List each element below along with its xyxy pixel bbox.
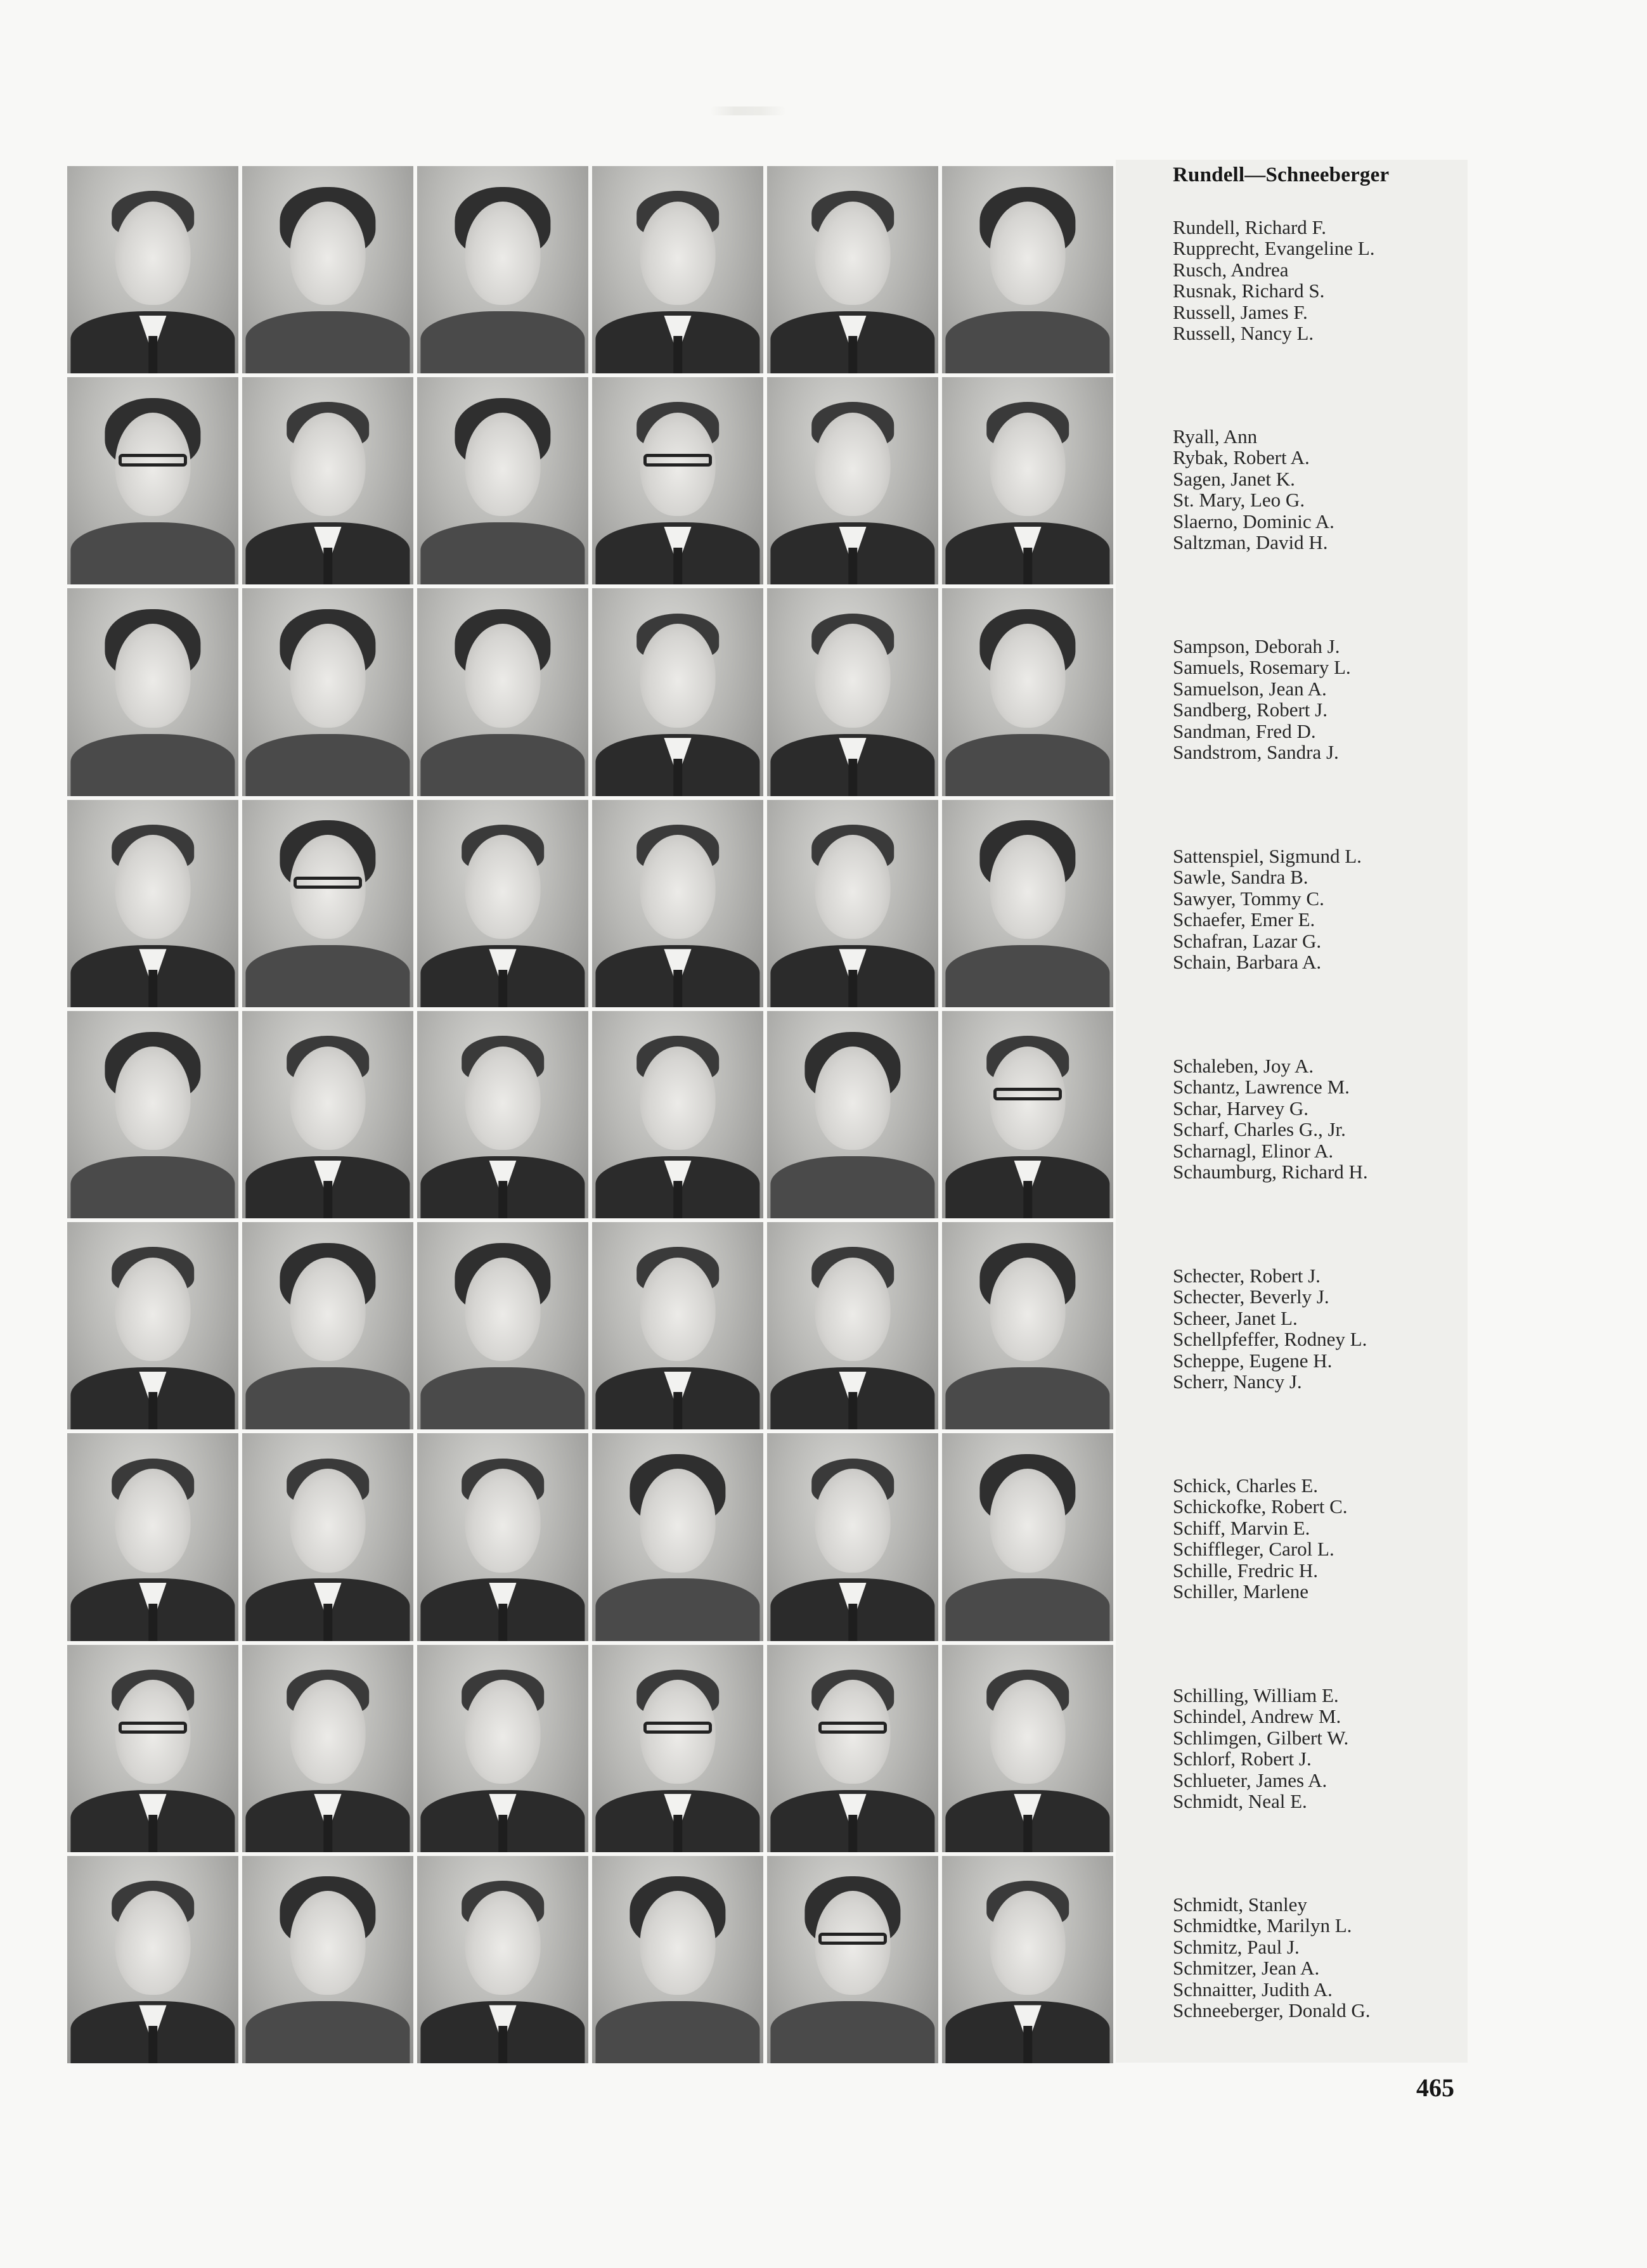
name-group	[1173, 1894, 1439, 2021]
portrait-photo	[417, 166, 588, 373]
portrait-photo	[242, 800, 413, 1007]
portrait-photo	[67, 377, 238, 584]
portrait-photo	[242, 1433, 413, 1640]
portrait-photo	[67, 1433, 238, 1640]
portrait-photo	[417, 588, 588, 796]
portrait-photo	[767, 1433, 938, 1640]
student-name: Schmitzer, Jean A.	[1173, 1957, 1320, 1980]
student-name: Schantz, Lawrence M.	[1173, 1076, 1350, 1099]
student-name: Schaefer, Emer E.	[1173, 908, 1315, 931]
student-name: Schilling, William E.	[1173, 1684, 1339, 1706]
portrait-photo	[67, 166, 238, 373]
name-group	[1173, 636, 1439, 763]
student-name: Schindel, Andrew M.	[1173, 1705, 1341, 1728]
portrait-photo	[767, 800, 938, 1007]
student-name: Schafran, Lazar G.	[1173, 929, 1322, 952]
portrait-photo	[592, 1433, 763, 1640]
student-name: Schneeberger, Donald G.	[1173, 1999, 1371, 2022]
student-name: Schnaitter, Judith A.	[1173, 1978, 1333, 2001]
page-number: 465	[1416, 2073, 1454, 2102]
portrait-photo	[592, 1645, 763, 1852]
student-name: Schaleben, Joy A.	[1173, 1055, 1314, 1077]
student-name: Schaumburg, Richard H.	[1173, 1161, 1368, 1183]
portrait-photo	[592, 377, 763, 584]
student-name: Saltzman, David H.	[1173, 531, 1328, 554]
portrait-photo	[942, 1645, 1113, 1852]
portrait-photo	[242, 588, 413, 796]
portrait-photo	[942, 588, 1113, 796]
name-group	[1173, 1685, 1439, 1812]
portrait-photo	[767, 377, 938, 584]
student-name: Sandman, Fred D.	[1173, 719, 1316, 742]
student-name: Samuelson, Jean A.	[1173, 677, 1327, 700]
portrait-photo	[417, 1011, 588, 1218]
portrait-photo	[767, 166, 938, 373]
portrait-photo	[592, 1011, 763, 1218]
student-name: Scharf, Charles G., Jr.	[1173, 1118, 1346, 1141]
portrait-photo	[592, 588, 763, 796]
portrait-photo	[417, 1645, 588, 1852]
portrait-photo	[592, 1222, 763, 1429]
portrait-photo	[67, 800, 238, 1007]
student-name: Schmidt, Neal E.	[1173, 1790, 1307, 1813]
student-name: Schlorf, Robert J.	[1173, 1748, 1312, 1770]
name-group	[1173, 217, 1439, 344]
student-name: Schiff, Marvin E.	[1173, 1516, 1310, 1539]
portrait-photo	[592, 166, 763, 373]
portrait-photo	[767, 1645, 938, 1852]
student-name: Schain, Barbara A.	[1173, 951, 1322, 974]
portrait-photo	[67, 588, 238, 796]
student-name: Schmidtke, Marilyn L.	[1173, 1914, 1352, 1937]
student-name: Scheppe, Eugene H.	[1173, 1349, 1333, 1372]
student-name: Schiffleger, Carol L.	[1173, 1538, 1334, 1561]
student-name: Scherr, Nancy J.	[1173, 1370, 1302, 1393]
name-group	[1173, 1475, 1439, 1602]
portrait-photo	[942, 1222, 1113, 1429]
portrait-photo	[942, 1011, 1113, 1218]
student-name: Schiller, Marlene	[1173, 1580, 1308, 1603]
student-name: Slaerno, Dominic A.	[1173, 510, 1334, 532]
student-name: Sagen, Janet K.	[1173, 467, 1295, 490]
portrait-photo	[417, 1433, 588, 1640]
student-name: Scheer, Janet L.	[1173, 1306, 1298, 1329]
student-name: Rybak, Robert A.	[1173, 446, 1310, 469]
student-name: Schlimgen, Gilbert W.	[1173, 1726, 1349, 1749]
student-name: Russell, James F.	[1173, 300, 1308, 323]
portrait-photo	[942, 1856, 1113, 2063]
name-group	[1173, 1055, 1439, 1182]
student-name: Sampson, Deborah J.	[1173, 635, 1340, 657]
portrait-photo	[417, 800, 588, 1007]
student-name: Schmidt, Stanley	[1173, 1893, 1307, 1916]
portrait-photo	[67, 1856, 238, 2063]
student-name: Schick, Charles E.	[1173, 1474, 1319, 1497]
portrait-photo	[942, 800, 1113, 1007]
student-name: Sattenspiel, Sigmund L.	[1173, 845, 1362, 867]
student-name: Schille, Fredric H.	[1173, 1559, 1319, 1582]
student-name: Schar, Harvey G.	[1173, 1097, 1308, 1119]
portrait-photo	[592, 800, 763, 1007]
faint-bleed-mark	[710, 106, 786, 115]
student-name: Rusnak, Richard S.	[1173, 280, 1325, 302]
portrait-photo	[67, 1645, 238, 1852]
portrait-photo	[67, 1222, 238, 1429]
student-name: Scharnagl, Elinor A.	[1173, 1139, 1334, 1162]
student-name: Samuels, Rosemary L.	[1173, 656, 1351, 679]
student-name: Ryall, Ann	[1173, 425, 1258, 448]
student-name: Rusch, Andrea	[1173, 258, 1289, 281]
student-name: Schellpfeffer, Rodney L.	[1173, 1328, 1367, 1351]
portrait-photo	[592, 1856, 763, 2063]
portrait-photo	[767, 1856, 938, 2063]
student-name: Schickofke, Robert C.	[1173, 1495, 1348, 1518]
portrait-photo	[417, 1222, 588, 1429]
portrait-photo	[242, 166, 413, 373]
student-name: Sawyer, Tommy C.	[1173, 887, 1324, 910]
student-name: Schlueter, James A.	[1173, 1769, 1327, 1791]
portrait-photo	[242, 1222, 413, 1429]
page-title: Rundell—Schneeberger	[1173, 164, 1390, 186]
portrait-photo	[942, 377, 1113, 584]
name-group	[1173, 846, 1439, 972]
name-group	[1173, 426, 1439, 553]
portrait-photo	[767, 1222, 938, 1429]
name-group	[1173, 1265, 1439, 1392]
student-name: St. Mary, Leo G.	[1173, 489, 1305, 512]
student-name: Schmitz, Paul J.	[1173, 1935, 1300, 1958]
student-name: Rundell, Richard F.	[1173, 216, 1327, 238]
student-name: Sandberg, Robert J.	[1173, 699, 1327, 721]
portrait-photo	[942, 1433, 1113, 1640]
portrait-photo	[242, 1645, 413, 1852]
student-name: Sawle, Sandra B.	[1173, 866, 1308, 889]
portrait-photo	[942, 166, 1113, 373]
portrait-photo	[417, 1856, 588, 2063]
student-name: Sandstrom, Sandra J.	[1173, 741, 1339, 764]
portrait-photo	[767, 588, 938, 796]
portrait-photo	[67, 1011, 238, 1218]
portrait-photo	[242, 1011, 413, 1218]
portrait-photo	[242, 377, 413, 584]
student-name: Russell, Nancy L.	[1173, 322, 1314, 345]
portrait-photo	[417, 377, 588, 584]
student-name: Rupprecht, Evangeline L.	[1173, 237, 1375, 260]
portrait-photo	[242, 1856, 413, 2063]
portrait-photo	[767, 1011, 938, 1218]
student-name: Schecter, Beverly J.	[1173, 1285, 1329, 1308]
portrait-grid	[67, 166, 1113, 2063]
student-name: Schecter, Robert J.	[1173, 1265, 1321, 1287]
